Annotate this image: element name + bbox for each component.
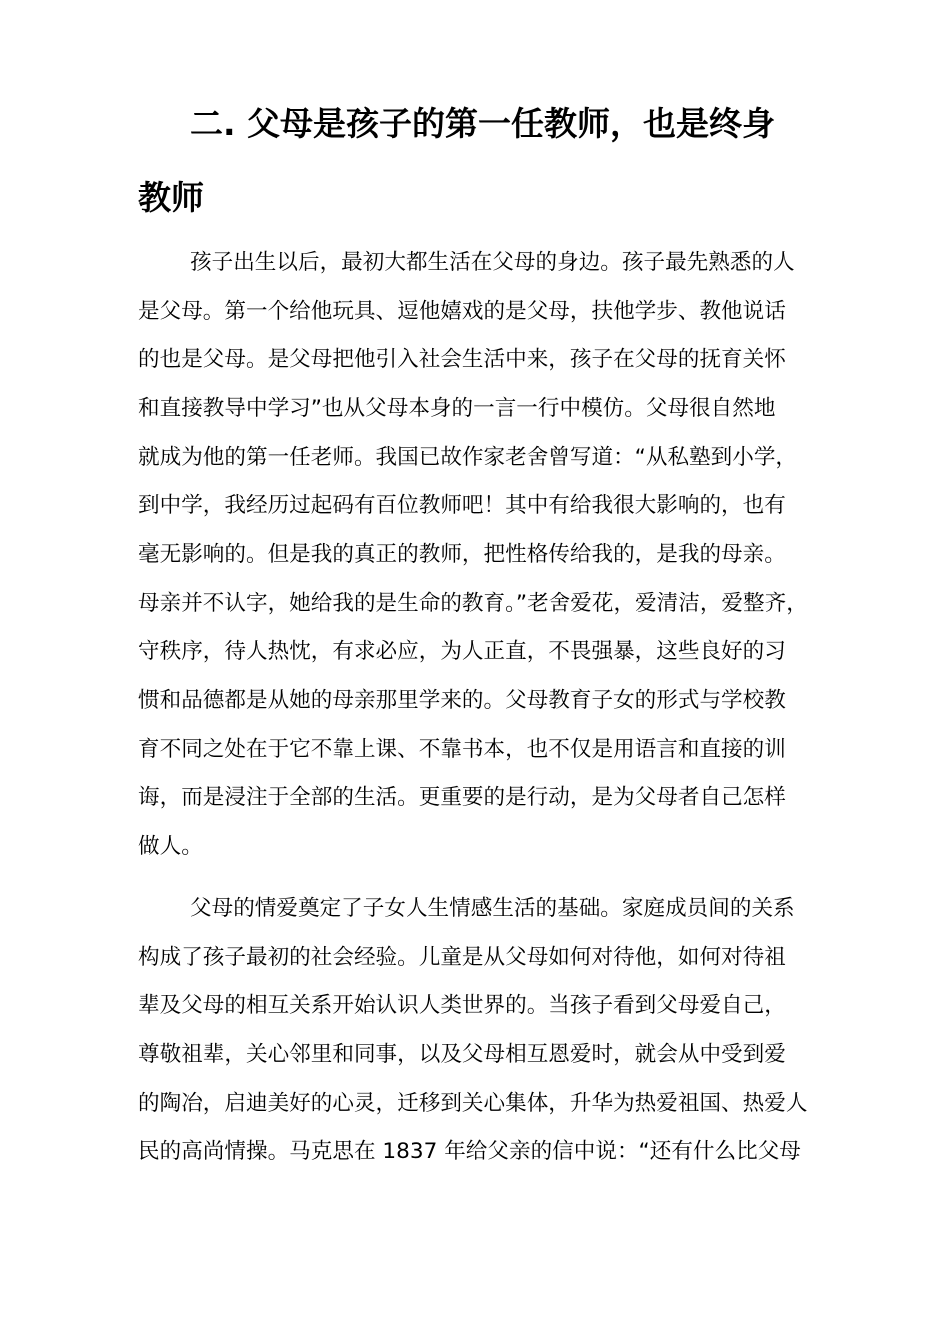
paragraph-2-line: 尊敬祖辈，关心邻里和同事，以及父母相互恩爱时，就会从中受到爱 (138, 1042, 786, 1067)
section-heading-line-1: 二. 父母是孩子的第一任教师，也是终身 (190, 104, 776, 143)
paragraph-2-line: 父母的情爱奠定了子女人生情感生活的基础。家庭成员间的关系 (190, 896, 795, 921)
paragraph-1-line: 毫无影响的。但是我的真正的教师，把性格传给我的，是我的母亲。 (138, 542, 786, 567)
paragraph-2-line: 的陶冶，启迪美好的心灵，迁移到关心集体，升华为热爱祖国、热爱人 (138, 1091, 808, 1116)
paragraph-1-line: 守秩序，待人热忱，有求必应，为人正直，不畏强暴，这些良好的习 (138, 639, 786, 664)
paragraph-1-line: 做人。 (138, 834, 203, 859)
paragraph-1-line: 就成为他的第一任老师。我国已故作家老舍曾写道：“从私塾到小学， (138, 445, 798, 470)
paragraph-1-line: 诲，而是浸注于全部的生活。更重要的是行动，是为父母者自己怎样 (138, 785, 786, 810)
paragraph-1-line: 的也是父母。是父母把他引入社会生活中来，孩子在父母的抚育关怀 (138, 347, 786, 372)
paragraph-1-line: 育不同之处在于它不靠上课、不靠书本，也不仅是用语言和直接的训 (138, 737, 786, 762)
paragraph-1-line: 是父母。第一个给他玩具、逗他嬉戏的是父母，扶他学步、教他说话 (138, 299, 786, 324)
paragraph-1-line: 和直接教导中学习”也从父母本身的一言一行中模仿。父母很自然地 (138, 396, 776, 421)
paragraph-2-line: 民的高尚情操。马克思在 1837 年给父亲的信中说：“还有什么比父母 (138, 1139, 801, 1164)
section-heading-line-2: 教师 (138, 178, 204, 217)
paragraph-1-line: 到中学，我经历过起码有百位教师吧！其中有给我很大影响的，也有 (138, 493, 786, 518)
paragraph-2-line: 辈及父母的相互关系开始认识人类世界的。当孩子看到父母爱自己， (138, 993, 786, 1018)
paragraph-1-line: 惯和品德都是从她的母亲那里学来的。父母教育子女的形式与学校教 (138, 688, 786, 713)
paragraph-2-line: 构成了孩子最初的社会经验。儿童是从父母如何对待他，如何对待祖 (138, 945, 786, 970)
paragraph-1-line: 孩子出生以后，最初大都生活在父母的身边。孩子最先熟悉的人 (190, 250, 795, 275)
paragraph-1-line: 母亲并不认字，她给我的是生命的教育。”老舍爱花，爱清洁，爱整齐， (138, 591, 808, 616)
